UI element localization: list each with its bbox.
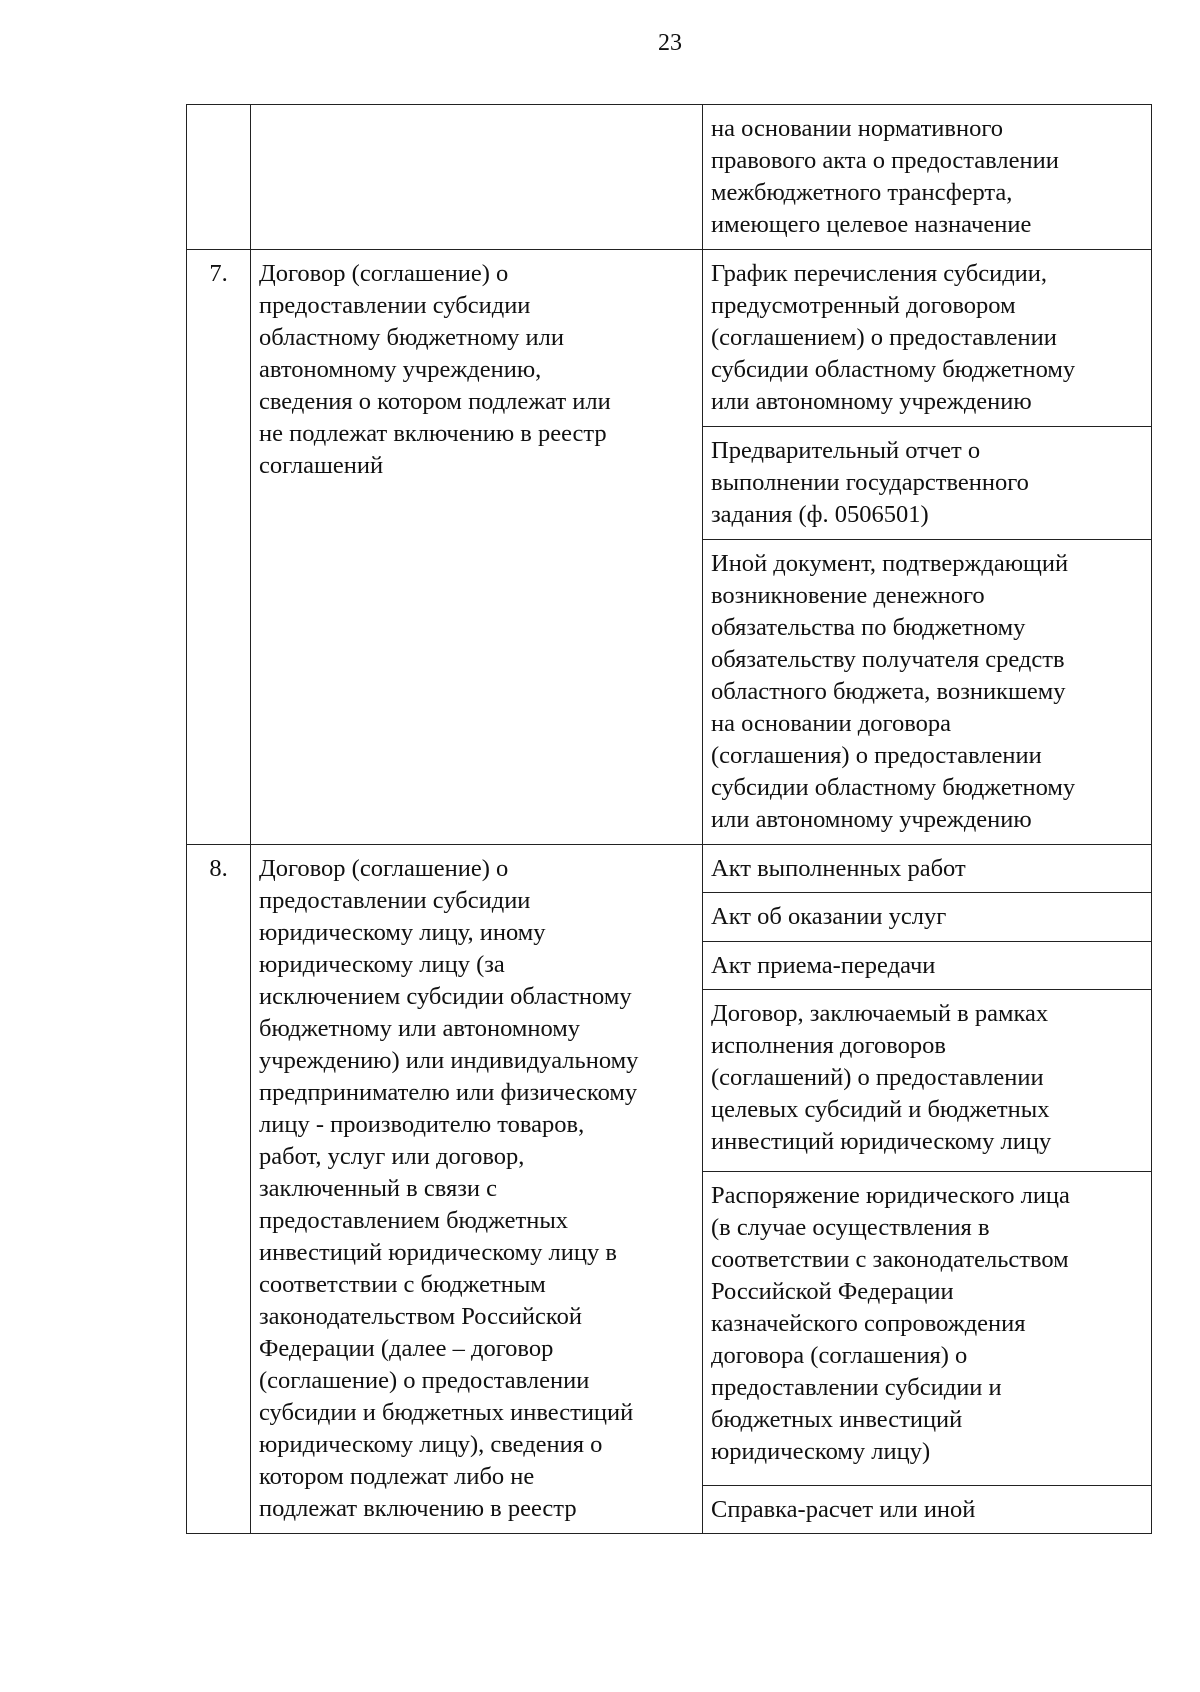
basis-document-cell: Акт об оказании услуг xyxy=(703,893,1152,941)
basis-document-cell: Распоряжение юридического лица (в случае осуществления в соответствии с законодательством Российской Федерации казначейского сопровождения договора (соглашения) о предоставлении субсидии и бюджетных инвестиций юридическому лицу) xyxy=(703,1172,1152,1486)
document-type-cell: Договор (соглашение) о предоставлении субсидии юридическому лицу, иному юридическому лицу (за исключением субсидии областному бюджетному или автономному учреждению) или индивидуальному предпринимателю или физическому лицу - производителю товаров, работ, услуг или договор, заключенный в связи с предоставлением бюджетных инвестиций юридическому лицу в соответствии с бюджетным законодательством Российской Федерации (далее – договор (соглашение) о предоставлении субсидии и бюджетных инвестиций юридическому лицу), сведения о котором подлежат либо не подлежат включению в реестр xyxy=(251,845,703,1534)
basis-document-cell: Предварительный отчет о выполнении государственного задания (ф. 0506501) xyxy=(703,427,1152,540)
basis-document-cell: Акт выполненных работ xyxy=(703,845,1152,893)
documents-table xyxy=(186,104,1152,1534)
basis-document-cell: Иной документ, подтверждающий возникновение денежного обязательства по бюджетному обязательству получателя средств областного бюджета, возникшему на основании договора (соглашения) о предоставлении субсидии областному бюджетному или автономному учреждению xyxy=(703,540,1152,845)
row-number xyxy=(187,105,251,250)
basis-document-cell: Справка-расчет или иной xyxy=(703,1485,1152,1533)
basis-document-cell: Акт приема-передачи xyxy=(703,941,1152,989)
table-row xyxy=(187,845,1152,893)
basis-document-cell: на основании нормативного правового акта о предоставлении межбюджетного трансферта, имеющего целевое назначение xyxy=(703,105,1152,250)
document-type-cell: Договор (соглашение) о предоставлении субсидии областному бюджетному или автономному учреждению, сведения о котором подлежат или не подлежат включению в реестр соглашений xyxy=(251,250,703,845)
row-number: 8. xyxy=(187,845,251,1534)
basis-document-cell: График перечисления субсидии, предусмотренный договором (соглашением) о предоставлении субсидии областному бюджетному или автономному учреждению xyxy=(703,250,1152,427)
document-type-cell xyxy=(251,105,703,250)
table-row xyxy=(187,105,1152,250)
basis-document-cell: Договор, заключаемый в рамках исполнения договоров (соглашений) о предоставлении целевых субсидий и бюджетных инвестиций юридическому лицу xyxy=(703,989,1152,1171)
row-number: 7. xyxy=(187,250,251,845)
page-number: 23 xyxy=(658,30,682,56)
table-row xyxy=(187,250,1152,427)
